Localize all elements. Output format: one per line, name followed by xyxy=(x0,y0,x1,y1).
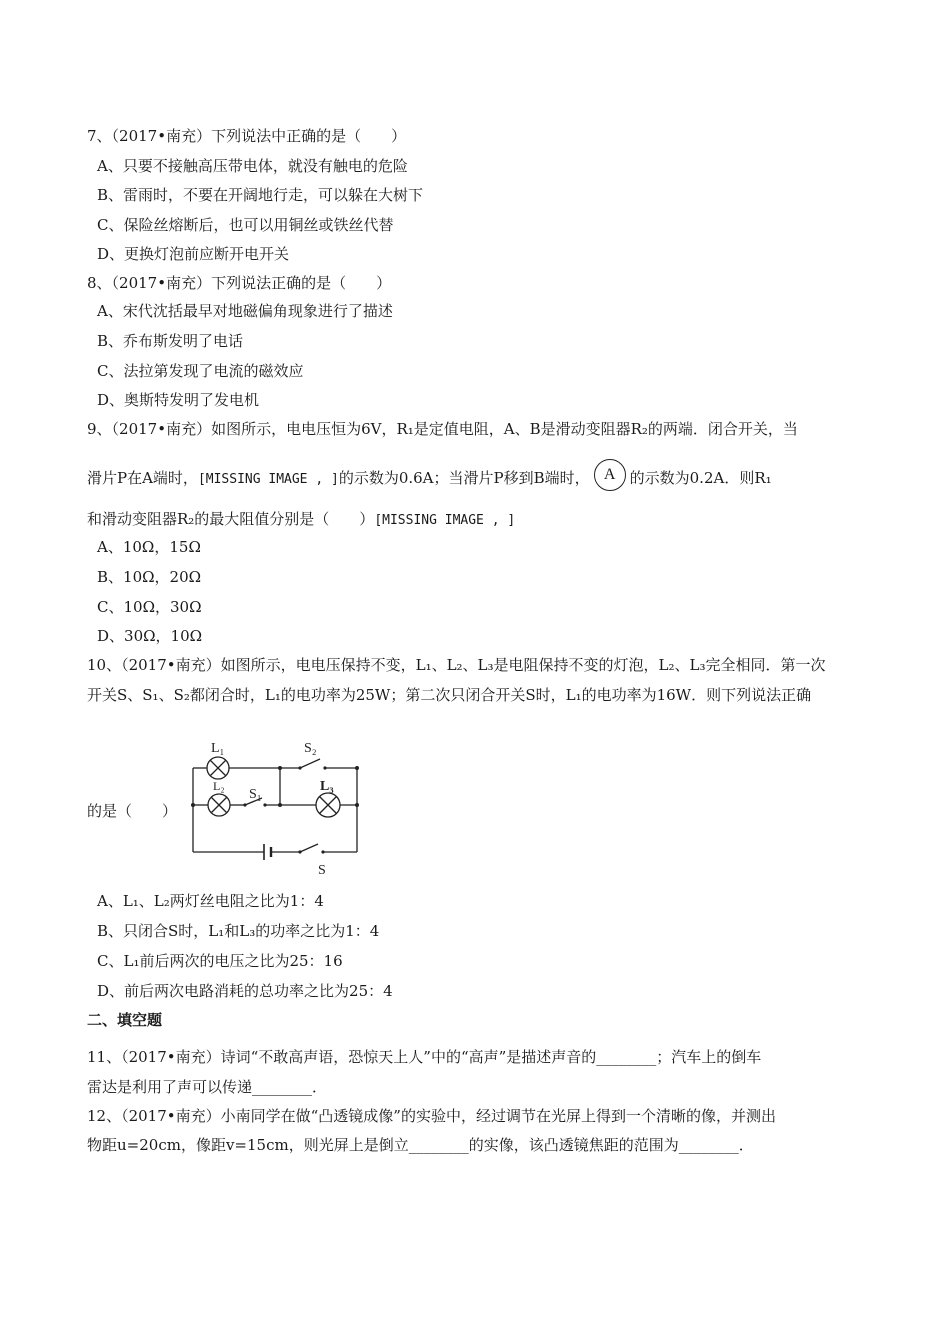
label-l1: L₁ xyxy=(211,741,225,756)
q9-line-2 xyxy=(87,467,772,491)
q9-line-2-text-c: 的示数为0.2A．则R₁ xyxy=(629,469,772,487)
q11-line-1: 11、（2017•南充）诗词“不敢高声语，恐惊天上人”中的“高声”是描述声音的________；汽车上的倒车 xyxy=(87,1048,762,1066)
q12-line-1: 12、（2017•南充）小南同学在做“凸透镜成像”的实验中，经过调节在光屏上得到一个清晰的像，并测出 xyxy=(87,1107,776,1125)
q8-stem: 8、（2017•南充）下列说法正确的是（ ） xyxy=(87,274,392,292)
q10-line-3: 的是（ ） xyxy=(87,802,178,820)
q9-line-3 xyxy=(87,509,515,531)
q11-line-2: 雷达是利用了声可以传递________． xyxy=(87,1078,328,1096)
q7-option-a: A、只要不接触高压带电体，就没有触电的危险 xyxy=(97,157,408,175)
label-l3: L₃ xyxy=(320,779,334,794)
q8-option-a: A、宋代沈括最早对地磁偏角现象进行了描述 xyxy=(97,302,393,320)
q10-option-d: D、前后两次电路消耗的总功率之比为25：4 xyxy=(97,982,393,1000)
label-l2: L₂ xyxy=(213,779,225,793)
q10-line-1: 10、（2017•南充）如图所示，电电压保持不变，L₁、L₂、L₃是电阻保持不变的灯泡，L₂、L₃完全相同．第一次 xyxy=(87,656,826,674)
q7-option-d: D、更换灯泡前应断开电开关 xyxy=(97,245,290,263)
label-s: S xyxy=(318,863,326,878)
q8-option-b: B、乔布斯发明了电话 xyxy=(97,332,244,350)
q10-line-2: 开关S、S₁、S₂都闭合时，L₁的电功率为25W；第二次只闭合开关S时，L₁的电功率为16W．则下列说法正确 xyxy=(87,686,812,704)
q9-line-2-text-a: 滑片P在A端时， xyxy=(87,469,198,487)
q12-line-2: 物距u=20cm，像距v=15cm，则光屏上是倒立________的实像，该凸透镜焦距的范围为________． xyxy=(87,1136,754,1154)
circuit-diagram xyxy=(180,732,380,882)
q10-option-a: A、L₁、L₂两灯丝电阻之比为1：4 xyxy=(97,892,324,910)
q10-option-c: C、L₁前后两次的电压之比为25：16 xyxy=(97,952,343,970)
q9-line-3-text: 和滑动变阻器R₂的最大阻值分别是（ ） xyxy=(87,510,375,528)
q8-option-d: D、奥斯特发明了发电机 xyxy=(97,391,260,409)
q7-option-c: C、保险丝熔断后，也可以用铜丝或铁丝代替 xyxy=(97,216,394,234)
q9-option-a: A、10Ω，15Ω xyxy=(97,538,201,556)
q9-line-2-text-b: 的示数为0.6A；当滑片P移到B端时， xyxy=(338,469,590,487)
label-s1: S₁ xyxy=(249,787,262,802)
ammeter-icon: A xyxy=(594,459,626,491)
q9-line-1: 9、（2017•南充）如图所示，电电压恒为6V，R₁是定值电阻，A、B是滑动变阻器R₂的两端．闭合开关，当 xyxy=(87,420,798,438)
q10-option-b: B、只闭合S时，L₁和L₃的功率之比为1：4 xyxy=(97,922,380,940)
q9-missing-image-1: [MISSING IMAGE , ] xyxy=(197,472,339,487)
section-heading-fill-in: 二、填空题 xyxy=(87,1011,163,1029)
q7-stem: 7、（2017•南充）下列说法中正确的是（ ） xyxy=(87,127,407,145)
q9-missing-image-2: [MISSING IMAGE , ] xyxy=(374,513,516,528)
q9-option-b: B、10Ω，20Ω xyxy=(97,568,202,586)
q9-option-d: D、30Ω，10Ω xyxy=(97,627,203,645)
q9-option-c: C、10Ω，30Ω xyxy=(97,598,202,616)
q7-option-b: B、雷雨时，不要在开阔地行走，可以躲在大树下 xyxy=(97,186,424,204)
label-s2: S₂ xyxy=(304,741,317,756)
q8-option-c: C、法拉第发现了电流的磁效应 xyxy=(97,362,304,380)
